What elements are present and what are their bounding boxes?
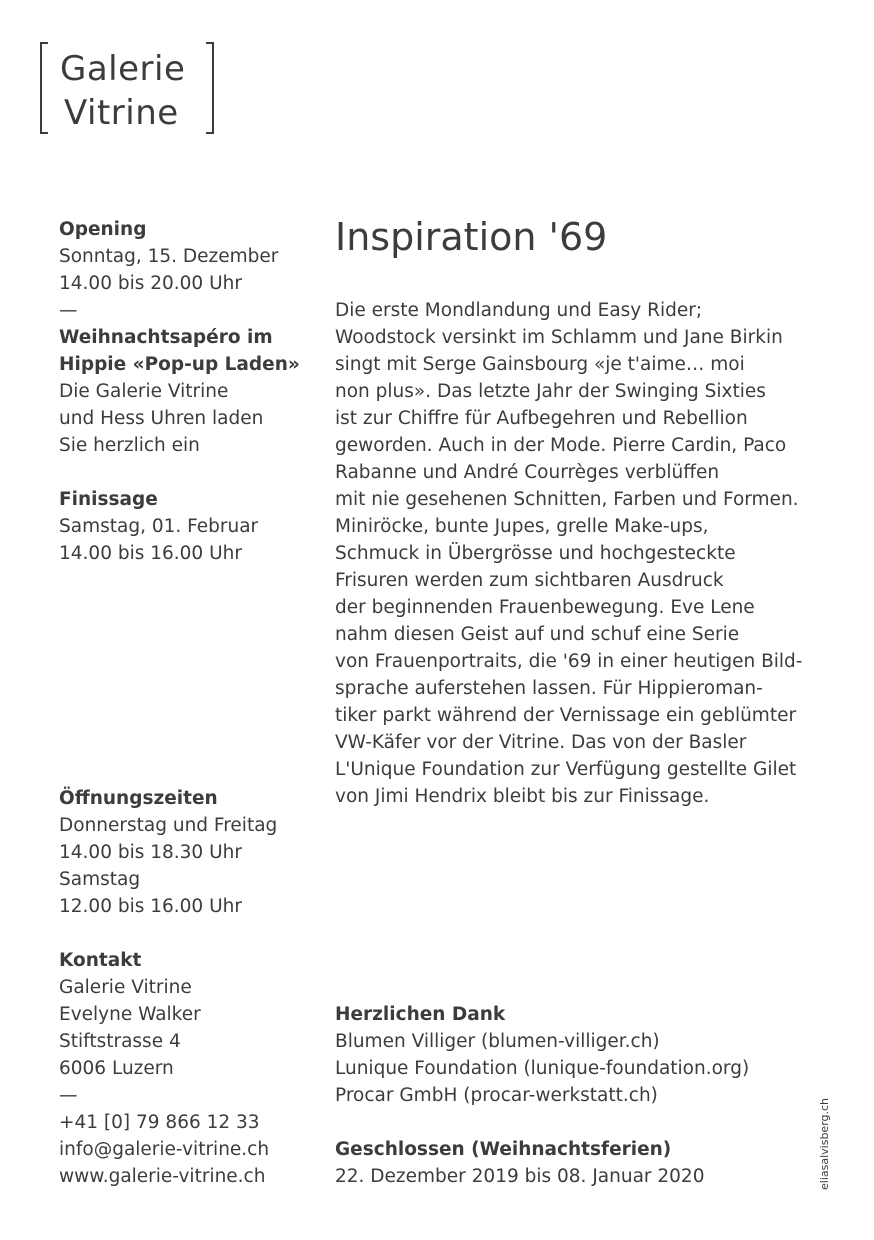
body-line: Die erste Mondlandung und Easy Rider; [335,300,703,321]
body-line: der beginnenden Frauenbewegung. Eve Lene [335,597,755,618]
gallery-logo [38,42,218,136]
body-line: nahm diesen Geist auf und schuf eine Serie [335,624,740,645]
opening-heading: Opening [59,219,147,240]
phone-number: +41 [0] 79 866 12 33 [59,1112,260,1133]
finissage-heading: Finissage [59,489,158,510]
sponsor-line: Blumen Villiger (blumen-villiger.ch) [335,1031,660,1052]
separator: — [59,300,78,321]
opening-time: 14.00 bis 20.00 Uhr [59,273,242,294]
finissage-date: Samstag, 01. Februar [59,516,259,537]
email-address: info@galerie-vitrine.ch [59,1139,270,1160]
address-line: Stiftstrasse 4 [59,1031,181,1052]
body-line: VW-Käfer vor der Vitrine. Das von der Basler [335,732,747,753]
hours-line: Samstag [59,869,141,890]
body-line: L'Unique Foundation zur Verfügung gestellte Gilet [335,759,797,780]
opening-date: Sonntag, 15. Dezember [59,246,279,267]
thanks-closure-info [335,1001,749,1190]
body-line: ist zur Chiffre für Aufbegehren und Rebellion [335,408,748,429]
body-line: singt mit Serge Gainsbourg «je t'aime… moi [335,354,745,375]
sponsor-line: Procar GmbH (procar-werkstatt.ch) [335,1085,658,1106]
body-line: Frisuren werden zum sichtbaren Ausdruck [335,570,724,591]
finissage-time: 14.00 bis 16.00 Uhr [59,543,242,564]
body-line: Rabanne und André Courrèges verblüffen [335,462,720,483]
thanks-heading: Herzlichen Dank [335,1004,506,1025]
opening-finissage-info [59,216,300,567]
contact-heading: Kontakt [59,950,142,971]
body-line: Schmuck in Übergrösse und hochgesteckte [335,543,736,564]
body-line: sprache auferstehen lassen. Für Hippieroman- [335,678,763,699]
address-line: Evelyne Walker [59,1004,201,1025]
invite-line: und Hess Uhren laden [59,408,264,429]
apero-heading-line-2: Hippie «Pop-up Laden» [59,354,300,375]
separator: — [59,1085,78,1106]
logo-bracket-right [206,42,214,134]
logo-bracket-left [40,42,48,134]
closed-heading: Geschlossen (Weihnachtsferien) [335,1139,672,1160]
address-line: 6006 Luzern [59,1058,174,1079]
exhibition-text [335,297,802,810]
closed-dates: 22. Dezember 2019 bis 08. Januar 2020 [335,1166,705,1187]
body-line: tiker parkt während der Vernissage ein geblümter [335,705,797,726]
body-line: mit nie gesehenen Schnitten, Farben und Formen. [335,489,799,510]
hours-contact-info [59,785,277,1190]
apero-heading-line-1: Weihnachtsapéro im [59,327,273,348]
sponsor-line: Lunique Foundation (lunique-foundation.org) [335,1058,750,1079]
website-address: www.galerie-vitrine.ch [59,1166,266,1187]
hours-line: Donnerstag und Freitag [59,815,278,836]
body-line: Miniröcke, bunte Jupes, grelle Make-ups, [335,516,709,537]
body-line: non plus». Das letzte Jahr der Swinging Sixties [335,381,766,402]
invite-line: Die Galerie Vitrine [59,381,229,402]
hours-line: 12.00 bis 16.00 Uhr [59,896,242,917]
designer-credit: eliasalvisberg.ch [818,1097,831,1190]
body-line: von Jimi Hendrix bleibt bis zur Finissage. [335,786,710,807]
logo-line-1: Galerie [60,49,186,89]
hours-heading: Öffnungszeiten [59,788,218,809]
body-line: von Frauenportraits, die '69 in einer heutigen Bild- [335,651,803,672]
logo-line-2: Vitrine [64,93,179,133]
invite-line: Sie herzlich ein [59,435,200,456]
body-line: Woodstock versinkt im Schlamm und Jane Birkin [335,327,783,348]
body-line: geworden. Auch in der Mode. Pierre Cardin, Paco [335,435,787,456]
exhibition-title: Inspiration '69 [335,215,608,259]
hours-line: 14.00 bis 18.30 Uhr [59,842,242,863]
address-line: Galerie Vitrine [59,977,192,998]
